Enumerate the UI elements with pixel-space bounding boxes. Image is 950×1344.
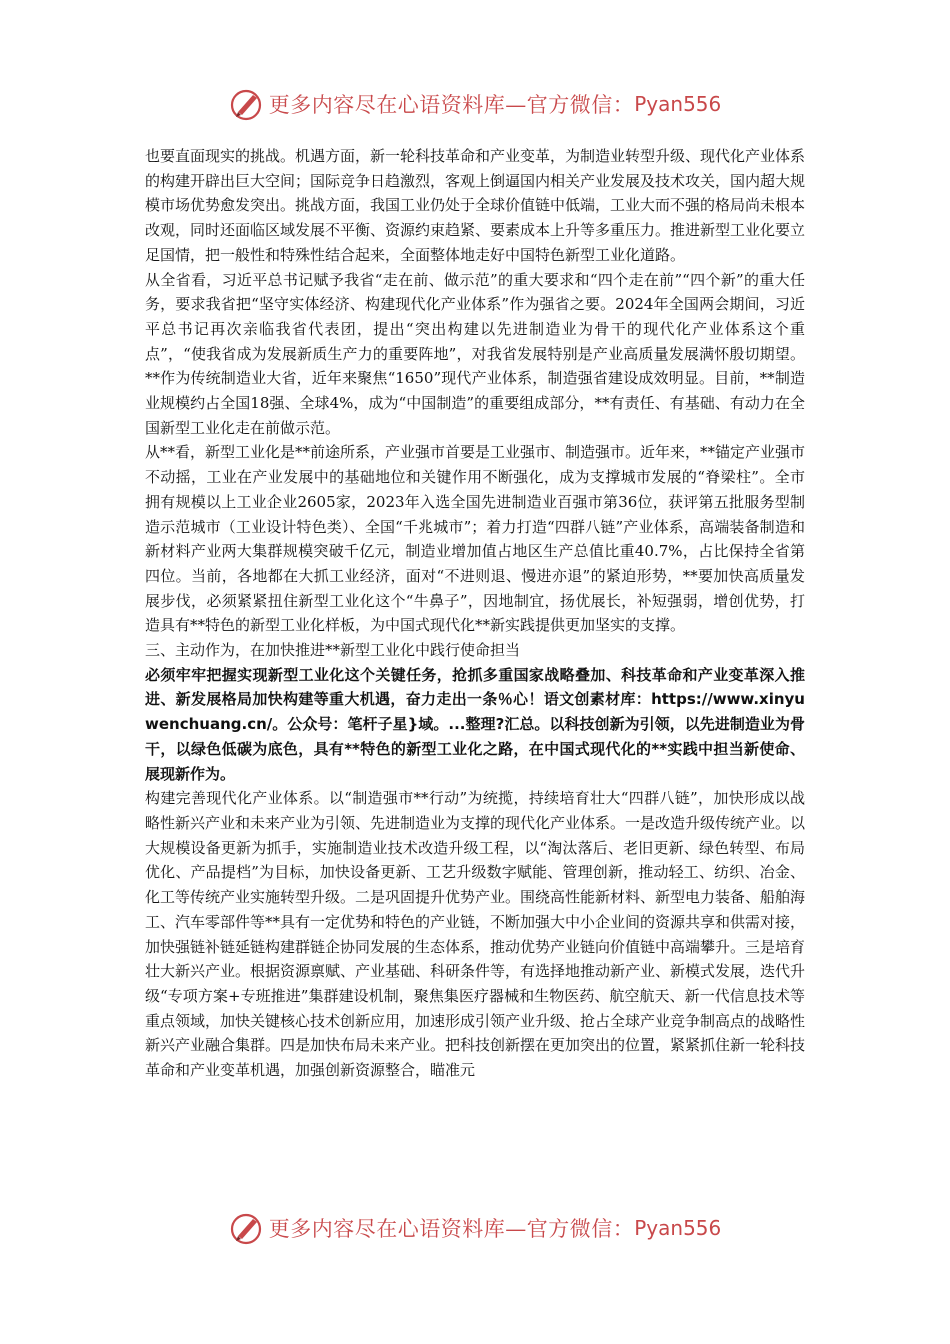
footer-banner <box>0 1208 950 1248</box>
header-wechat-id: Pyan556 <box>634 92 722 116</box>
footer-banner-text: 更多内容尽在心语资料库—官方微信： <box>268 1217 635 1241</box>
pen-circle-logo-icon <box>229 1210 265 1246</box>
bold-paragraph: 必须牢牢把握实现新型工业化这个关键任务，抢抓多重国家战略叠加、科技革命和产业变革深入推进、新发展格局加快构建等重大机遇，奋力走出一条％心！语文创素材库：https://www.xinyuwenchuang.cn/。公众号：笔杆子星}域。...整理?汇总。以科技创新为引领，以先进制造业为骨干，以绿色低碳为底色，具有**特色的新型工业化之路，在中国式现代化的**实践中担当新使命、展现新作为。 <box>145 665 805 783</box>
document-body <box>145 144 805 1083</box>
paragraph-3: 从**看，新型工业化是**前途所系，产业强市首要是工业强市、制造强市。近年来，**锚定产业强市不动摇，工业在产业发展中的基础地位和关键作用不断强化，成为支撑城市发展的“脊梁柱”。全市拥有规模以上工业企业2605家，2023年入选全国先进制造业百强市第36位，获评第五批服务型制造示范城市（工业设计特色类）、全国“千兆城市”；着力打造“四群八链”产业体系，高端装备制造和新材料产业两大集群规模突破千亿元，制造业增加值占地区生产总值比重40.7%，占比保持全省第四位。当前，各地都在大抓工业经济，面对“不进则退、慢进亦退”的紧迫形势，**要加快高质量发展步伐，必须紧紧扭住新型工业化这个“牛鼻子”，因地制宜，扬优展长，补短强弱，增创优势，打造具有**特色的新型工业化样板，为中国式现代化**新实践提供更加坚实的支撑。 <box>145 443 806 635</box>
paragraph-final: 构建完善现代化产业体系。以“制造强市**行动”为统揽，持续培育壮大“四群八链”，加快形成以战略性新兴产业和未来产业为引领、先进制造业为支撑的现代化产业体系。一是改造升级传统产业。以大规模设备更新为抓手，实施制造业技术改造升级工程，以“淘汰落后、老旧更新、绿色转型、布局优化、产品提档”为目标，加快设备更新、工艺升级数字赋能、管理创新，推动轻工、纺织、冶金、化工等传统产业实施转型升级。二是巩固提升优势产业。围绕高性能新材料、新型电力装备、船舶海工、汽车零部件等**具有一定优势和特色的产业链，不断加强大中小企业间的资源共享和供需对接，加快强链补链延链构建群链企协同发展的生态体系，推动优势产业链向价值链中高端攀升。三是培育壮大新兴产业。根据资源禀赋、产业基础、科研条件等，有选择地推动新产业、新模式发展，迭代升级“专项方案+专班推进”集群建设机制，聚焦集医疗器械和生物医药、航空航天、新一代信息技术等重点领域，加快关键核心技术创新应用，加速形成引领产业升级、抢占全球产业竞争制高点的战略性新兴产业融合集群。四是加快布局未来产业。把科技创新摆在更加突出的位置，紧紧抓住新一轮科技革命和产业变革机遇，加强创新资源整合，瞄准元 <box>145 789 806 1080</box>
header-banner <box>0 84 950 124</box>
footer-wechat-id: Pyan556 <box>634 1216 722 1240</box>
paragraph-1: 也要直面现实的挑战。机遇方面，新一轮科技革命和产业变革，为制造业转型升级、现代化产业体系的构建开辟出巨大空间；国际竞争日趋激烈，客观上倒逼国内相关产业发展及技术攻关，国内超大规模市场优势愈发突出。挑战方面，我国工业仍处于全球价值链中低端，工业大而不强的格局尚未根本改观，同时还面临区域发展不平衡、资源约束趋紧、要素成本上升等多重压力。推进新型工业化要立足国情，把一般性和特殊性结合起来，全面整体地走好中国特色新型工业化道路。 <box>145 147 806 264</box>
paragraph-2: 从全省看，习近平总书记赋予我省“走在前、做示范”的重大要求和“四个走在前”“四个新”的重大任务，要求我省把“坚守实体经济、构建现代化产业体系”作为强省之要。2024年全国两会期间，习近平总书记再次亲临我省代表团，提出“突出构建以先进制造业为骨干的现代化产业体系这个重点”，“使我省成为发展新质生产力的重要阵地”，对我省发展特别是产业高质量发展满怀殷切期望。**作为传统制造业大省，近年来聚焦“1650”现代产业体系，制造强省建设成效明显。目前，**制造业规模约占全国18强、全球4%，成为“中国制造”的重要组成部分，**有责任、有基础、有动力在全国新型工业化走在前做示范。 <box>145 270 805 437</box>
header-banner-text: 更多内容尽在心语资料库—官方微信： <box>268 93 635 117</box>
section-heading: 三、主动作为，在加快推进**新型工业化中践行使命担当 <box>145 641 521 660</box>
pen-circle-logo-icon <box>229 86 265 122</box>
